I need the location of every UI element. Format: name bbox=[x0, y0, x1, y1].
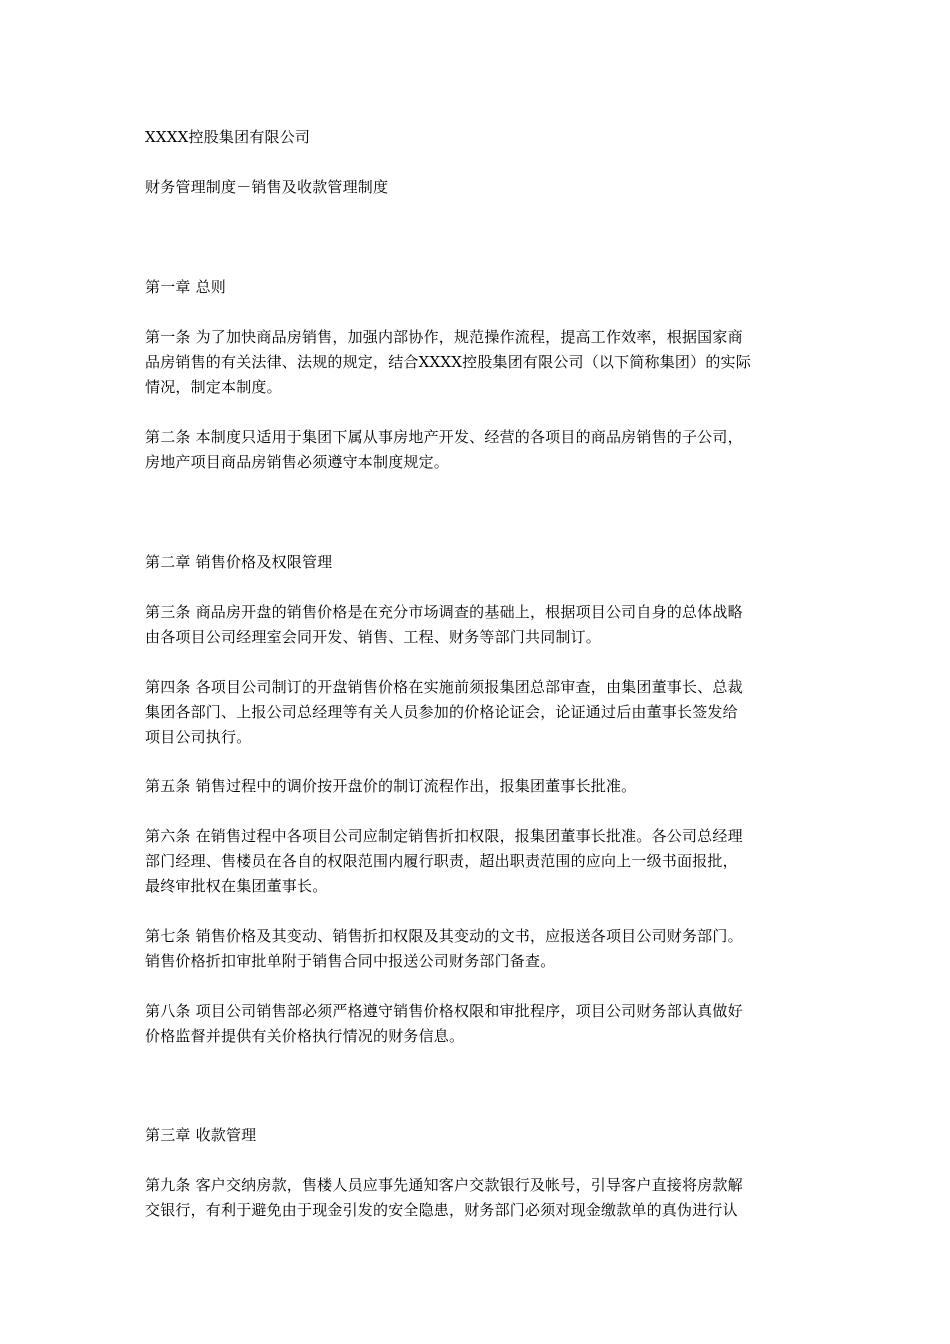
document-title: 财务管理制度－销售及收款管理制度 bbox=[145, 178, 389, 196]
article-6 bbox=[145, 824, 813, 899]
article-6-line-1: 第六条 在销售过程中各项目公司应制定销售折扣权限，报集团董事长批准。各公司总经理 bbox=[145, 827, 743, 845]
article-9-line-2: 交银行，有利于避免由于现金引发的安全隐患，财务部门必须对现金缴款单的真伪进行认 bbox=[145, 1201, 738, 1219]
article-6-line-3: 最终审批权在集团董事长。 bbox=[145, 877, 328, 895]
chapter-2-heading: 第二章 销售价格及权限管理 bbox=[145, 553, 333, 571]
article-5 bbox=[145, 774, 813, 799]
article-4 bbox=[145, 675, 813, 750]
article-7 bbox=[145, 924, 813, 974]
article-1-line-1: 第一条 为了加快商品房销售，加强内部协作，规范操作流程，提高工作效率，根据国家商 bbox=[145, 328, 743, 346]
article-7-line-2: 销售价格折扣审批单附于销售合同中报送公司财务部门备查。 bbox=[145, 952, 556, 970]
article-2 bbox=[145, 425, 813, 475]
article-3 bbox=[145, 600, 813, 650]
article-1 bbox=[145, 325, 813, 400]
article-9-line-1: 第九条 客户交纳房款，售楼人员应事先通知客户交款银行及帐号，引导客户直接将房款解 bbox=[145, 1176, 743, 1194]
article-8 bbox=[145, 999, 813, 1049]
article-7-line-1: 第七条 销售价格及其变动、销售折扣权限及其变动的文书，应报送各项目公司财务部门。 bbox=[145, 927, 743, 945]
article-3-line-2: 由各项目公司经理室会同开发、销售、工程、财务等部门共同制订。 bbox=[145, 628, 602, 646]
article-9 bbox=[145, 1173, 813, 1223]
article-5-line-1: 第五条 销售过程中的调价按开盘价的制订流程作出，报集团董事长批准。 bbox=[145, 777, 637, 795]
article-8-line-1: 第八条 项目公司销售部必须严格遵守销售价格权限和审批程序，项目公司财务部认真做好 bbox=[145, 1002, 743, 1020]
article-4-line-3: 项目公司执行。 bbox=[145, 728, 252, 746]
article-2-line-2: 房地产项目商品房销售必须遵守本制度规定。 bbox=[145, 453, 450, 471]
article-2-line-1: 第二条 本制度只适用于集团下属从事房地产开发、经营的各项目的商品房销售的子公司， bbox=[145, 428, 743, 446]
chapter-1-heading: 第一章 总则 bbox=[145, 278, 226, 296]
article-3-line-1: 第三条 商品房开盘的销售价格是在充分市场调查的基础上，根据项目公司自身的总体战略 bbox=[145, 603, 743, 621]
article-4-line-1: 第四条 各项目公司制订的开盘销售价格在实施前须报集团总部审查，由集团董事长、总裁 bbox=[145, 678, 743, 696]
article-6-line-2: 部门经理、售楼员在各自的权限范围内履行职责，超出职责范围的应向上一级书面报批， bbox=[145, 852, 738, 870]
article-8-line-2: 价格监督并提供有关价格执行情况的财务信息。 bbox=[145, 1027, 465, 1045]
article-1-line-2: 品房销售的有关法律、法规的规定，结合XXXX控股集团有限公司（以下简称集团）的实际 bbox=[145, 353, 751, 371]
company-name: XXXX控股集团有限公司 bbox=[145, 128, 311, 146]
chapter-3-heading: 第三章 收款管理 bbox=[145, 1126, 257, 1144]
article-4-line-2: 集团各部门、上报公司总经理等有关人员参加的价格论证会，论证通过后由董事长签发给 bbox=[145, 703, 738, 721]
article-1-line-3: 情况，制定本制度。 bbox=[145, 378, 282, 396]
